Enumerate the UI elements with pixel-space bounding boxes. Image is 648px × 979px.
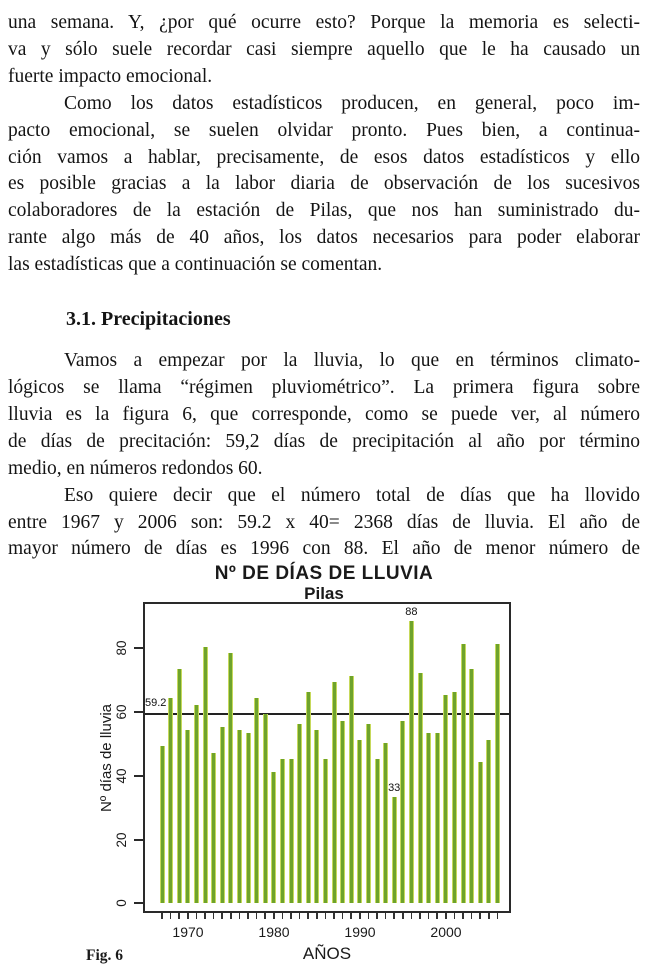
x-tick-1996 xyxy=(411,913,413,919)
x-tick-label-2000: 2000 xyxy=(430,924,462,940)
text-line: las estadísticas que a continuación se comentan. xyxy=(8,254,383,276)
x-tick-2004 xyxy=(479,913,481,919)
x-tick-1993 xyxy=(385,913,387,919)
text-line: es posible gracias a la labor diaria de observación de los sucesivos xyxy=(8,173,640,195)
x-tick-2003 xyxy=(471,913,473,919)
paragraph-3 xyxy=(8,348,640,483)
y-tick-label-40: 40 xyxy=(114,768,129,784)
paragraph-1 xyxy=(8,10,640,91)
x-tick-1994 xyxy=(393,913,395,919)
y-tick-label-20: 20 xyxy=(114,832,129,848)
x-tick-label-1970: 1970 xyxy=(172,924,204,940)
y-tick-40 xyxy=(134,775,143,777)
text-line: rante algo más de 40 años, los datos necesarios para poder elaborar xyxy=(8,227,640,249)
bar-value-label-88: 88 xyxy=(405,606,418,619)
x-tick-1987 xyxy=(333,913,335,919)
x-tick-1970 xyxy=(187,913,189,919)
x-tick-1968 xyxy=(170,913,172,919)
text-line: una semana. Y, ¿por qué ocurre esto? Porque la memoria es selecti- xyxy=(8,12,640,33)
y-axis-label: Nº días de lluvia xyxy=(98,703,115,813)
chart-title: Nº DE DÍAS DE LLUVIA xyxy=(214,563,434,584)
x-tick-1985 xyxy=(316,913,318,919)
y-tick-label-0: 0 xyxy=(114,899,129,907)
text-line: lluvia es la figura 6, que corresponde, como se puede ver, al número xyxy=(8,403,640,425)
x-tick-1972 xyxy=(204,913,206,919)
text-line: lógicos se llama “régimen pluviométrico”. La primera figura sobre xyxy=(8,376,640,398)
x-tick-1973 xyxy=(213,913,215,919)
rain-days-chart xyxy=(0,556,648,979)
x-tick-1982 xyxy=(290,913,292,919)
x-tick-1991 xyxy=(368,913,370,919)
chart-subtitle: Pilas xyxy=(304,584,344,603)
text-line: mayor número de días es 1996 con 88. El año de menor número de xyxy=(8,538,640,560)
y-tick-label-60: 60 xyxy=(114,704,129,720)
x-tick-1978 xyxy=(256,913,258,919)
body-text xyxy=(8,10,640,563)
x-tick-1974 xyxy=(221,913,223,919)
text-line: va y sólo suele recordar casi siempre aquello que le ha causado un xyxy=(8,38,640,60)
x-tick-1998 xyxy=(428,913,430,919)
x-tick-2006 xyxy=(497,913,499,919)
x-tick-2000 xyxy=(445,913,447,919)
x-tick-label-1990: 1990 xyxy=(344,924,376,940)
x-tick-1995 xyxy=(402,913,404,919)
text-line: Como los datos estadísticos producen, en general, poco im- xyxy=(64,92,640,114)
x-tick-1977 xyxy=(247,913,249,919)
plot-frame xyxy=(143,602,511,913)
text-line: entre 1967 y 2006 son: 59.2 x 40= 2368 días de lluvia. El año de xyxy=(8,511,640,533)
x-tick-1981 xyxy=(282,913,284,919)
text-line: colaboradores de la estación de Pilas, que nos han suministrado du- xyxy=(8,200,640,222)
x-tick-2002 xyxy=(462,913,464,919)
x-tick-1999 xyxy=(436,913,438,919)
bar-value-label-33: 33 xyxy=(388,782,401,795)
x-axis-label: AÑOS xyxy=(302,944,352,963)
y-tick-0 xyxy=(134,902,143,904)
x-tick-1992 xyxy=(376,913,378,919)
mean-line-label: 59.2 xyxy=(145,697,167,709)
paragraph-2 xyxy=(8,91,640,279)
x-tick-1980 xyxy=(273,913,275,919)
x-tick-1975 xyxy=(230,913,232,919)
x-tick-1976 xyxy=(239,913,241,919)
y-tick-60 xyxy=(134,711,143,713)
text-line: ción vamos a hablar, precisamente, de esos datos estadísticos y ello xyxy=(8,146,640,168)
x-tick-1969 xyxy=(178,913,180,919)
x-tick-1983 xyxy=(299,913,301,919)
y-tick-20 xyxy=(134,839,143,841)
x-tick-1967 xyxy=(161,913,163,919)
figure-caption: Fig. 6 xyxy=(86,947,124,964)
x-tick-1989 xyxy=(350,913,352,919)
paragraph-4 xyxy=(8,483,640,564)
x-tick-1986 xyxy=(325,913,327,919)
x-tick-1997 xyxy=(419,913,421,919)
text-line: de días de precitación: 59,2 días de precipitación al año por término xyxy=(8,430,640,452)
x-tick-1988 xyxy=(342,913,344,919)
text-line: Vamos a empezar por la lluvia, lo que en términos climato- xyxy=(64,350,640,372)
y-tick-label-80: 80 xyxy=(114,640,129,656)
x-tick-2001 xyxy=(454,913,456,919)
text-line: Eso quiere decir que el número total de días que ha llovido xyxy=(64,484,640,506)
x-tick-1990 xyxy=(359,913,361,919)
x-tick-1979 xyxy=(264,913,266,919)
x-tick-1984 xyxy=(307,913,309,919)
text-line: fuerte impacto emocional. xyxy=(8,65,213,87)
text-line: medio, en números redondos 60. xyxy=(8,457,263,479)
section-heading: 3.1. Precipitaciones xyxy=(66,308,231,331)
text-line: pacto emocional, se suelen olvidar pronto. Pues bien, a continua- xyxy=(8,119,640,141)
x-tick-2005 xyxy=(488,913,490,919)
x-tick-label-1980: 1980 xyxy=(258,924,290,940)
x-tick-1971 xyxy=(196,913,198,919)
y-tick-80 xyxy=(134,647,143,649)
